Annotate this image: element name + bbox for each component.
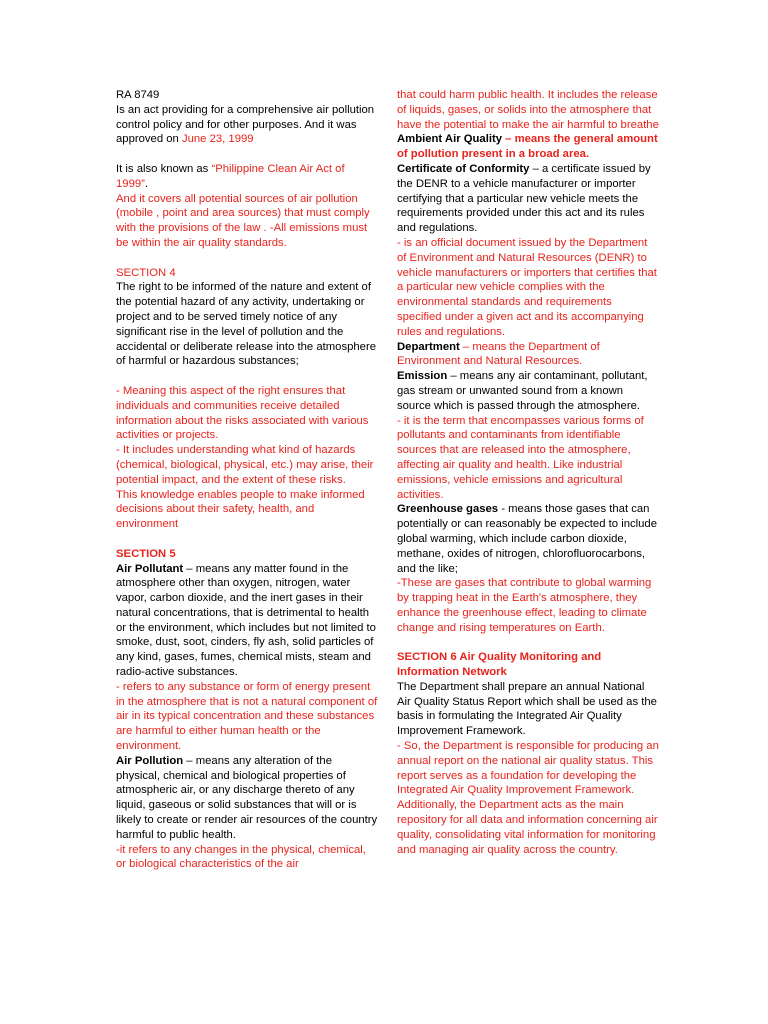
paragraph	[116, 680, 378, 754]
body-text: – means any alteration of the physical, chemical and biological properties of atmospheric air, or any discharge thereto of any liquid, gaseous or solid substances that will or is likely to create or render air resources of the country harmful to public health.	[116, 754, 378, 841]
term-text: – means the general amount of pollution present in a broad area.	[397, 133, 658, 161]
body-text: – means any matter found in the atmosphere other than oxygen, nitrogen, water vapor, carbon dioxide, and the inert gases in their natural concentrations, that is detrimental to health or the environment, which includes but not limited to smoke, dust, soot, cinders, fly ash, solid particles of any kind, gases, fumes, chemical mists, steam and radio-active substances.	[116, 562, 376, 679]
body-text: The Department shall prepare an annual National Air Quality Status Report which shall be used as the basis in formulating the Integrated Air Quality Improvement Framework.	[397, 680, 657, 738]
explanation-text: - Meaning this aspect of the right ensures that individuals and communities receive detailed information about the risks associated with various activities or projects.	[116, 384, 369, 442]
paragraph	[116, 488, 378, 532]
explanation-text: - refers to any substance or form of energy present in the atmosphere that is not a natural component of air in its typical concentration and these substances are harmful to either human health or the environment.	[116, 680, 378, 753]
explanation-text: -it refers to any changes in the physical, chemical, or biological characteristics of the air	[116, 843, 366, 871]
paragraph	[116, 443, 378, 487]
paragraph	[116, 266, 378, 281]
explanation-text: SECTION 4	[116, 266, 176, 279]
body-text: It is also known as	[116, 162, 212, 175]
paragraph-gap	[397, 635, 659, 650]
paragraph	[397, 340, 659, 370]
paragraph	[116, 192, 378, 251]
term-text: Air Pollutant	[116, 562, 184, 575]
body-text: - means those gases that can potentially or can reasonably be expected to include global warming, which include carbon dioxide, methane, oxides of nitrogen, chlorofluorocarbons, and the like;	[397, 503, 657, 575]
explanation-text: that could harm public health. It includes the release of liquids, gases, or solids into the atmosphere that have the potential to make the air harmful to breathe	[397, 89, 659, 131]
paragraph-gap	[116, 251, 378, 266]
paragraph	[116, 754, 378, 843]
explanation-text: -These are gases that contribute to global warming by trapping heat in the Earth's atmosphere, they enhance the greenhouse effect, leading to climate change and rising temperatures on Earth.	[397, 577, 652, 634]
body-text: .	[144, 177, 149, 190]
paragraph	[397, 88, 659, 132]
explanation-text: June 23, 1999	[181, 133, 254, 146]
explanation-text: - So, the Department is responsible for producing an annual report on the national air quality status. This report serves as a foundation for developing the Integrated Air Quality Improvement Framework. Additionally, the Department acts as the main repository for all data and information concerning air quality, consolidating vital information for monitoring and managing air quality across the country.	[397, 740, 659, 856]
body-text: – means any air contaminant, pollutant, gas stream or unwanted sound from a known source which is passed through the atmosphere.	[397, 370, 648, 412]
paragraph	[116, 88, 378, 103]
paragraph-gap	[116, 532, 378, 547]
paragraph	[397, 369, 659, 413]
term-text: Emission	[397, 370, 448, 383]
paragraph-gap	[116, 369, 378, 384]
term-text: Certificate of Conformity	[397, 162, 530, 175]
paragraph	[397, 680, 659, 739]
paragraph-gap	[116, 147, 378, 162]
body-text: RA 8749	[116, 89, 160, 101]
term-text: Greenhouse gases	[397, 503, 499, 516]
paragraph	[397, 739, 659, 857]
explanation-text: - it is the term that encompasses various forms of pollutants and contaminants from identifiable sources that are released into the atmosphere, affecting air quality and health. Like industrial emissions, vehicle emissions and agricultural activities.	[397, 414, 644, 501]
explanation-text: – means the Department of Environment and Natural Resources.	[397, 340, 600, 368]
term-text: Department	[397, 340, 460, 353]
explanation-text: And it covers all potential sources of air pollution (mobile , point and area sources) that must comply with the provisions of the law . -All emissions must be within the air quality standards.	[116, 192, 370, 249]
paragraph	[116, 384, 378, 443]
paragraph	[397, 162, 659, 236]
explanation-text: - It includes understanding what kind of hazards (chemical, biological, physical, etc.) may arise, their potential impact, and the extent of these risks.	[116, 444, 374, 486]
paragraph	[116, 103, 378, 147]
paragraph	[116, 547, 378, 562]
term-text: Ambient Air Quality	[397, 133, 503, 146]
paragraph	[116, 162, 378, 192]
explanation-text: - is an official document issued by the Department of Environment and Natural Resources (DENR) to vehicle manufacturers or importers that certifies that a particular new vehicle complies with the environmental standards and requirements specified under a given act and its accompanying rules and regulations.	[397, 236, 657, 338]
explanation-text: This knowledge enables people to make informed decisions about their safety, health, and environment	[116, 488, 365, 531]
term-text: SECTION 5	[116, 547, 176, 560]
term-text: SECTION 6 Air Quality Monitoring and Information Network	[397, 651, 602, 679]
paragraph	[116, 562, 378, 680]
paragraph	[397, 414, 659, 503]
explanation-text: “Philippine Clean Air Act of 1999”	[116, 162, 345, 190]
left-column	[116, 0, 378, 872]
body-text: The right to be informed of the nature and extent of the potential hazard of any activity, undertaking or project and to be served timely notice of any significant rise in the level of pollution and the accidental or deliberate release into the atmosphere of harmful or hazardous substances;	[116, 281, 376, 368]
body-text: – a certificate issued by the DENR to a vehicle manufacturer or importer certifying that a particular new vehicle meets the requirements provided under this act and its rules and regulations.	[397, 162, 651, 235]
right-column	[397, 0, 659, 857]
paragraph	[397, 650, 659, 680]
body-text: Is an act providing for a comprehensive air pollution control policy and for other purposes. And it was approved on	[116, 103, 375, 146]
term-text: Air Pollution	[116, 754, 184, 767]
paragraph	[397, 576, 659, 635]
paragraph	[116, 280, 378, 369]
paragraph	[397, 132, 659, 162]
paragraph	[116, 843, 378, 873]
paragraph	[397, 236, 659, 340]
paragraph	[397, 502, 659, 576]
